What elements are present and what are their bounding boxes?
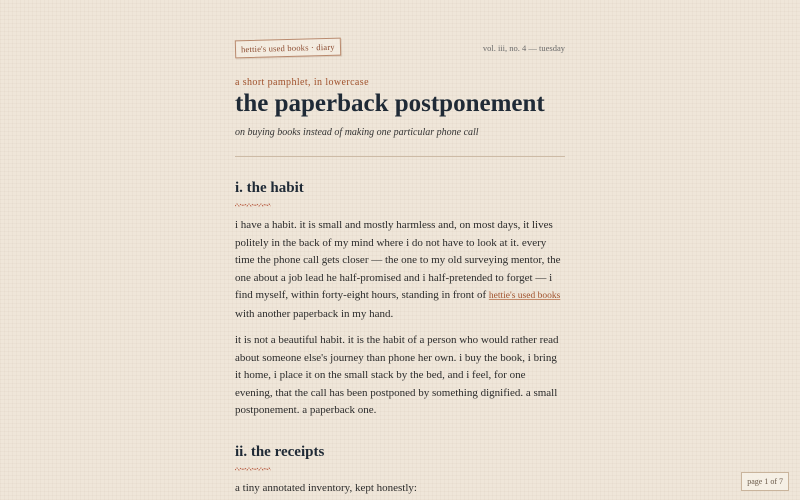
paragraph-habit-2: it is not a beautiful habit. it is the habit of a person who would rather read about someone else's journey than phone her own. i buy the book, i bring it home, i place it on the small stack by the bed, and i feel, for one evening, that the call has been postponed by something dignified. a small postponement. a paperback one.: [235, 334, 559, 416]
volume-label: vol. iii, no. 4 — tuesday: [482, 43, 565, 53]
paragraph-receipts-1: a tiny annotated inventory, kept honestly:: [235, 482, 417, 494]
paragraph-habit-1: [235, 217, 565, 323]
paragraph-text: with another paperback in my hand.: [235, 307, 394, 320]
page-title: the paperback postponement: [235, 90, 545, 117]
title-divider: [235, 156, 565, 157]
section-heading-receipts: ii. the receipts: [235, 444, 325, 460]
page-subtitle: on buying books instead of making one particular phone call: [235, 127, 479, 138]
heading-underline-decoration: [235, 203, 271, 207]
eyebrow-label: a short pamphlet, in lowercase: [235, 77, 369, 88]
bookshop-link[interactable]: hettie's used books: [488, 291, 561, 301]
top-bar: [235, 39, 565, 59]
section-heading-habit: i. the habit: [235, 180, 304, 196]
paragraph-text: i have a habit. it is small and mostly harmless and, on most days, it lives politely in the back of my mind where i do not have to look at it. every time the phone call gets closer — the one to my old surveying mentor, the one about a job lead he half-promised and i half-pretended to forget — i find myself, within forty-eight hours, standing in front of: [235, 219, 561, 301]
heading-underline-decoration: [235, 467, 271, 471]
shop-tag: hettie's used books · diary: [235, 38, 341, 59]
page-indicator[interactable]: page 1 of 7: [741, 472, 789, 491]
